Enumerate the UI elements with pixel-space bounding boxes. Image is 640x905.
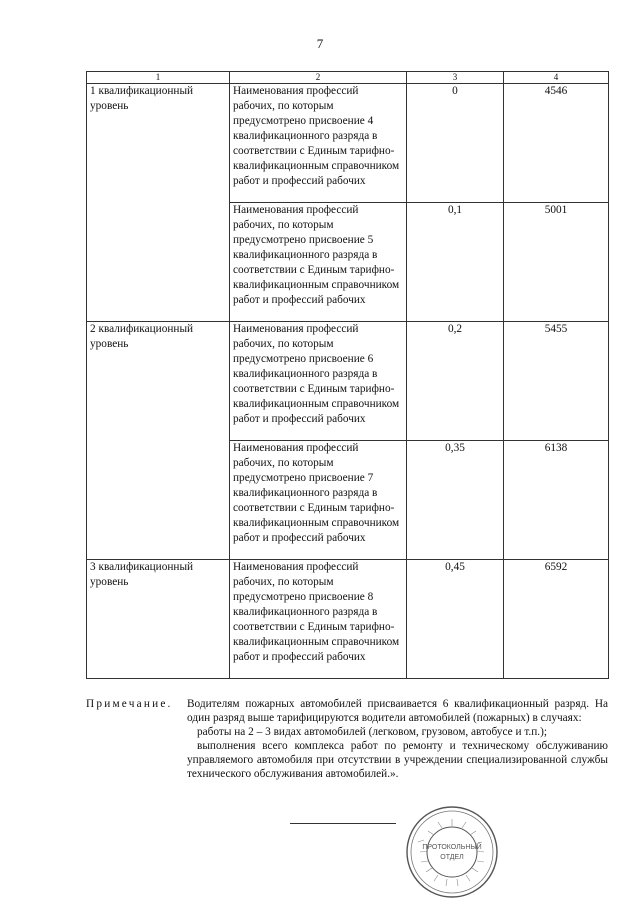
column-header-4: 4 [504,72,609,84]
official-seal-stamp [404,804,500,900]
coefficient-cell: 0 [407,84,504,203]
coefficient-cell: 0,2 [407,322,504,441]
note-body [187,697,608,781]
coefficient-cell: 0,35 [407,441,504,560]
coefficient-cell: 0,45 [407,560,504,679]
column-header-1: 1 [87,72,230,84]
salary-cell: 5455 [504,322,609,441]
table-row [87,322,609,441]
qualification-level-cell: 2 квалификационный уровень [87,322,230,560]
note-paragraph: Водителям пожарных автомобилей присваивается 6 квалификационный разряд. На один разряд выше тарифицируются водители автомобилей (пожарных) в случаях: [187,698,608,724]
qualification-level-cell: 3 квалификационный уровень [87,560,230,679]
note-paragraph: выполнения всего комплекса работ по ремонту и техническому обслуживанию управляемого автомобиля при отсутствии в учреждении специализированной службы технического обслуживания автомобилей.». [187,740,608,780]
profession-description-cell: Наименования профессий рабочих, по которым предусмотрено присвоение 7 квалификационного разряда в соответствии с Единым тарифно-квалификационным справочником работ и профессий рабочих [230,441,407,560]
table-row [87,560,609,679]
profession-description-cell: Наименования профессий рабочих, по которым предусмотрено присвоение 6 квалификационного разряда в соответствии с Единым тарифно-квалификационным справочником работ и профессий рабочих [230,322,407,441]
salary-cell: 6138 [504,441,609,560]
coefficient-cell: 0,1 [407,203,504,322]
signature-line [290,823,396,824]
table-row [87,84,609,203]
column-header-3: 3 [407,72,504,84]
profession-description-cell: Наименования профессий рабочих, по которым предусмотрено присвоение 4 квалификационного разряда в соответствии с Единым тарифно-квалификационным справочником работ и профессий рабочих [230,84,407,203]
page-number: 7 [316,36,324,51]
stamp-center-text-2: ОТДЕЛ [440,854,464,861]
qualification-table [86,71,609,679]
salary-cell: 6592 [504,560,609,679]
table-header-row [87,72,609,84]
salary-cell: 5001 [504,203,609,322]
note-paragraph: работы на 2 – 3 видах автомобилей (легковом, грузовом, автобусе и т.п.); [197,726,547,738]
profession-description-cell: Наименования профессий рабочих, по которым предусмотрено присвоение 8 квалификационного разряда в соответствии с Единым тарифно-квалификационным справочником работ и профессий рабочих [230,560,407,679]
qualification-level-cell: 1 квалификационный уровень [87,84,230,322]
column-header-2: 2 [230,72,407,84]
stamp-center-text-1: ПРОТОКОЛЬНЫЙ [422,844,482,851]
note-label: Примечание. [86,698,173,710]
profession-description-cell: Наименования профессий рабочих, по которым предусмотрено присвоение 5 квалификационного разряда в соответствии с Единым тарифно-квалификационным справочником работ и профессий рабочих [230,203,407,322]
salary-cell: 4546 [504,84,609,203]
